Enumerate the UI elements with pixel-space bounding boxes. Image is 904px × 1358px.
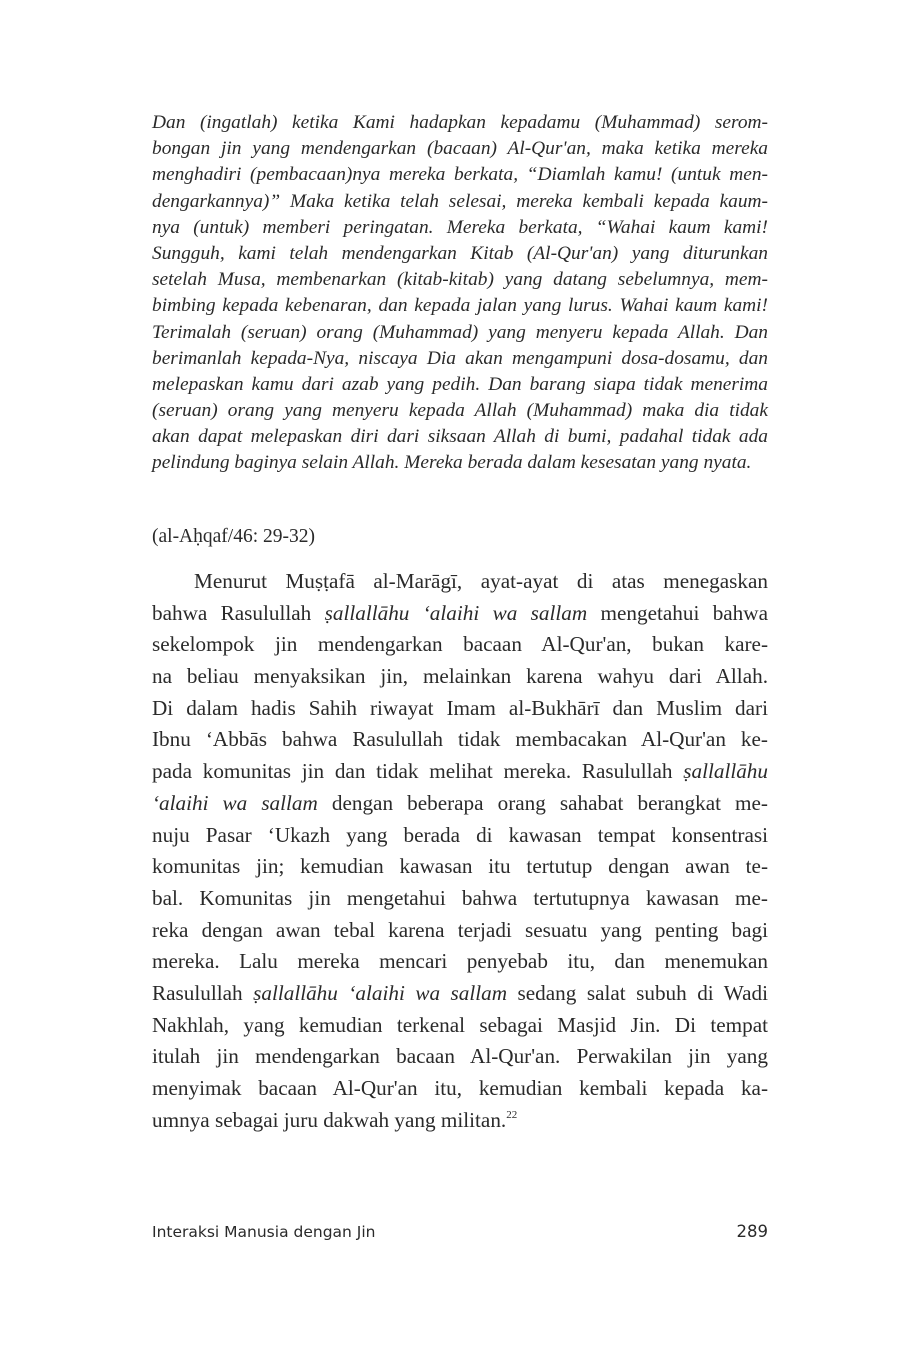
body-line: na beliau menyaksikan jin, melainkan karena wahyu dari Allah.	[152, 664, 768, 689]
body-line: Ibnu ‘Abbās bahwa Rasulullah tidak membacakan Al-Qur'an ke-	[152, 727, 768, 752]
honorific-italic: ṣallallāhu ‘alaihi wa sallam	[253, 980, 508, 1005]
quote-line: bimbing kepada kebenaran, dan kepada jalan yang lurus. Wahai kaum kami!	[152, 295, 768, 317]
quote-line: pelindung baginya selain Allah. Mereka berada dalam kesesatan yang nyata.	[152, 452, 752, 474]
body-line: komunitas jin; kemudian kawasan itu tertutup dengan awan te-	[152, 854, 768, 879]
quote-line: akan dapat melepaskan diri dari siksaan Allah di bumi, padahal tidak ada	[152, 426, 768, 448]
honorific-italic: ṣallallāhu ‘alaihi wa sallam	[324, 600, 588, 625]
running-footer-title: Interaksi Manusia dengan Jin	[152, 1223, 376, 1241]
text-run: mengetahui bahwa	[587, 600, 768, 625]
quote-line: bongan jin yang mendengarkan (bacaan) Al-Qur'an, maka ketika mereka	[152, 138, 768, 160]
body-line	[152, 598, 768, 630]
quote-line: dengarkannya)” Maka ketika telah selesai, mereka kembali kepada kaum-	[152, 190, 768, 212]
quote-line: nya (untuk) memberi peringatan. Mereka berkata, “Wahai kaum kami!	[152, 216, 768, 238]
body-line: Nakhlah, yang kemudian terkenal sebagai Masjid Jin. Di tempat	[152, 1012, 768, 1037]
body-line: nuju Pasar ‘Ukazh yang berada di kawasan tempat konsentrasi	[152, 822, 768, 847]
quran-translation-quote	[152, 110, 768, 477]
body-paragraph	[152, 566, 768, 1136]
page-number: 289	[736, 1222, 768, 1241]
body-line	[152, 978, 768, 1010]
body-line: Di dalam hadis Sahih riwayat Imam al-Bukhārī dan Muslim dari	[152, 695, 768, 720]
body-line: Menurut Muṣṭafā al-Marāgī, ayat-ayat di atas menegaskan	[194, 569, 768, 593]
text-run: pada komunitas jin dan tidak melihat mereka. Rasulullah	[152, 759, 684, 784]
body-line: itulah jin mendengarkan bacaan Al-Qur'an. Perwakilan jin yang	[152, 1044, 768, 1069]
text-run: bahwa Rasulullah	[152, 600, 325, 625]
body-line: bal. Komunitas jin mengetahui bahwa tertutupnya kawasan me-	[152, 885, 768, 910]
quote-line: Dan (ingatlah) ketika Kami hadapkan kepadamu (Muhammad) serom-	[152, 112, 768, 133]
body-line	[152, 756, 768, 788]
honorific-italic: ṣallallāhu	[683, 759, 768, 784]
text-run: dengan beberapa orang sahabat berangkat me-	[317, 790, 768, 815]
honorific-italic: ‘alaihi wa sallam	[152, 790, 318, 815]
quote-citation: (al-Aḥqaf/46: 29-32)	[152, 526, 315, 547]
text-run: Rasulullah	[152, 980, 254, 1005]
body-line: menyimak bacaan Al-Qur'an itu, kemudian kembali kepada ka-	[152, 1076, 768, 1100]
quote-line: Terimalah (seruan) orang (Muhammad) yang menyeru kepada Allah. Dan	[152, 321, 768, 343]
quote-line: Sungguh, kami telah mendengarkan Kitab (Al-Qur'an) yang diturunkan	[152, 242, 768, 264]
body-line	[152, 1105, 768, 1137]
text-run: umnya sebagai juru dakwah yang militan.	[152, 1107, 507, 1132]
quote-line: setelah Musa, membenarkan (kitab-kitab) yang datang sebelumnya, mem-	[152, 269, 768, 291]
quote-line: menghadiri (pembacaan)nya mereka berkata, “Diamlah kamu! (untuk men-	[152, 164, 768, 186]
quote-line: melepaskan kamu dari azab yang pedih. Dan barang siapa tidak menerima	[152, 373, 768, 395]
body-line: reka dengan awan tebal karena terjadi sesuatu yang penting bagi	[152, 917, 768, 942]
quote-line: berimanlah kepada-Nya, niscaya Dia akan mengampuni dosa-dosamu, dan	[152, 347, 768, 369]
footnote-reference[interactable]: 22	[506, 1108, 518, 1121]
quote-line: (seruan) orang yang menyeru kepada Allah (Muhammad) maka dia tidak	[152, 400, 768, 422]
body-line: sekelompok jin mendengarkan bacaan Al-Qur'an, bukan kare-	[152, 632, 768, 657]
body-line	[152, 788, 768, 820]
body-line: mereka. Lalu mereka mencari penyebab itu, dan menemukan	[152, 949, 768, 974]
text-run: sedang salat subuh di Wadi	[507, 980, 768, 1005]
